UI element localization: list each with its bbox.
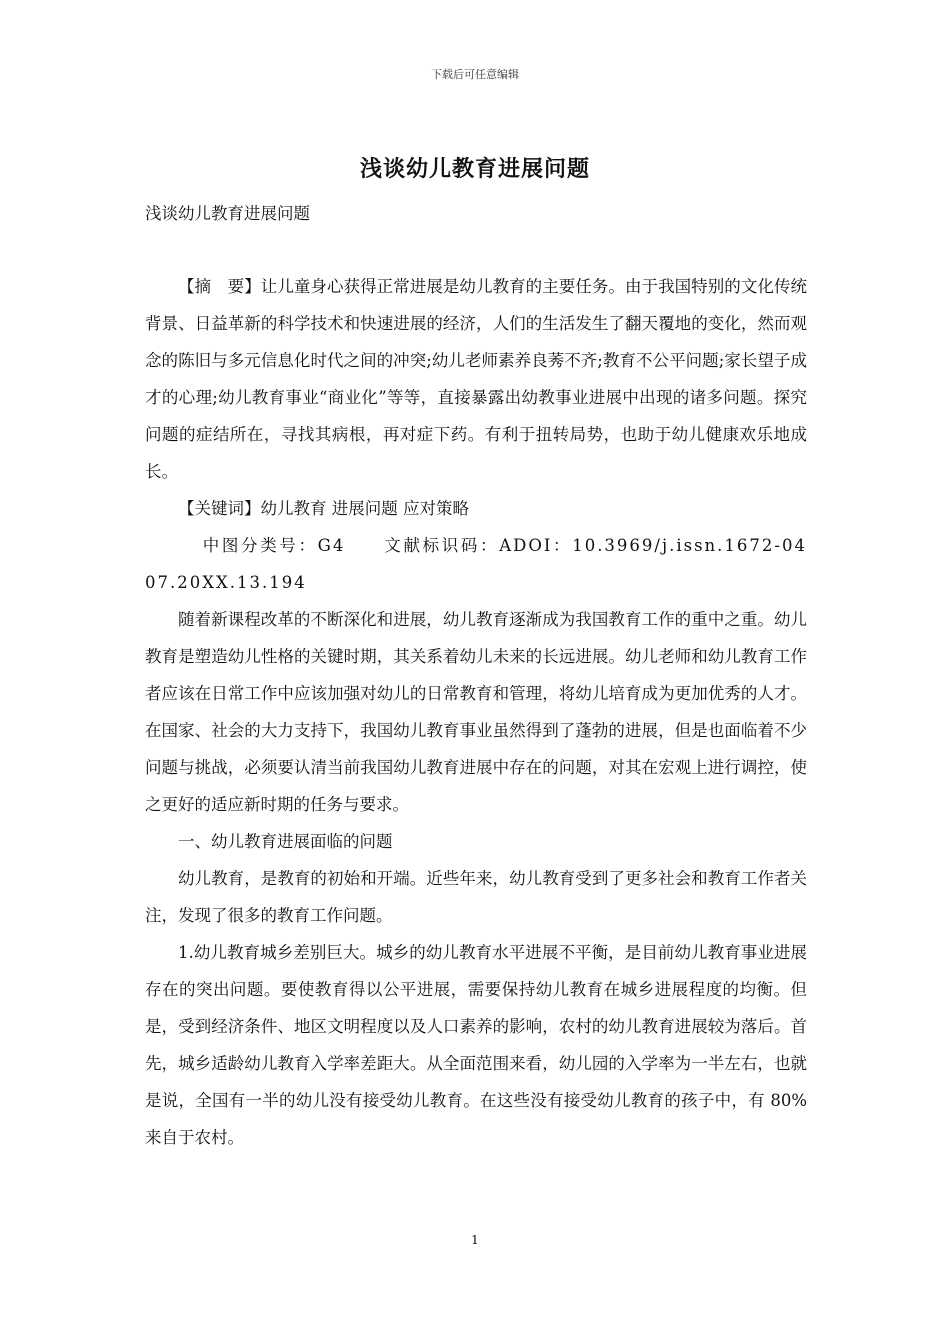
keywords-paragraph: 【关键词】幼儿教育 进展问题 应对策略 xyxy=(178,499,469,518)
document-subtitle: 浅谈幼儿教育进展问题 xyxy=(145,204,310,223)
section-heading: 一、幼儿教育进展面临的问题 xyxy=(178,832,393,851)
document-title: 浅谈幼儿教育进展问题 xyxy=(359,156,590,182)
classification-paragraph: 中图分类号：G4 文献标识码：ADOI：10.3969/j.issn.1672-0407.20XX.13.194 xyxy=(145,536,807,592)
section-intro-paragraph: 幼儿教育，是教育的初始和开端。近些年来，幼儿教育受到了更多社会和教育工作者关注，发现了很多的教育工作问题。 xyxy=(145,869,807,925)
abstract-paragraph: 【摘 要】让儿童身心获得正常进展是幼儿教育的主要任务。由于我国特别的文化传统背景、日益革新的科学技术和快速进展的经济，人们的生活发生了翻天覆地的变化，然而观念的陈旧与多元信息化时代之间的冲突;幼儿老师素养良莠不齐;教育不公平问题;家长望子成才的心理;幼儿教育事业“商业化”等等，直接暴露出幼教事业进展中出现的诸多问题。探究问题的症结所在，寻找其病根，再对症下药。有利于扭转局势，也助于幼儿健康欢乐地成长。 xyxy=(145,277,807,481)
document-body xyxy=(145,268,807,1156)
point-one-paragraph: 1.幼儿教育城乡差别巨大。城乡的幼儿教育水平进展不平衡，是目前幼儿教育事业进展存在的突出问题。要使教育得以公平进展，需要保持幼儿教育在城乡进展程度的均衡。但是，受到经济条件、地区文明程度以及人口素养的影响，农村的幼儿教育进展较为落后。首先，城乡适龄幼儿教育入学率差距大。从全面范围来看，幼儿园的入学率为一半左右，也就是说，全国有一半的幼儿没有接受幼儿教育。在这些没有接受幼儿教育的孩子中，有 80%来自于农村。 xyxy=(145,943,807,1147)
page-number: 1 xyxy=(471,1233,479,1247)
intro-paragraph: 随着新课程改革的不断深化和进展，幼儿教育逐渐成为我国教育工作的重中之重。幼儿教育是塑造幼儿性格的关键时期，其关系着幼儿未来的长远进展。幼儿老师和幼儿教育工作者应该在日常工作中应该加强对幼儿的日常教育和管理，将幼儿培育成为更加优秀的人才。在国家、社会的大力支持下，我国幼儿教育事业虽然得到了蓬勃的进展，但是也面临着不少问题与挑战，必须要认清当前我国幼儿教育进展中存在的问题，对其在宏观上进行调控，使之更好的适应新时期的任务与要求。 xyxy=(145,610,807,814)
header-note: 下载后可任意编辑 xyxy=(431,68,519,81)
